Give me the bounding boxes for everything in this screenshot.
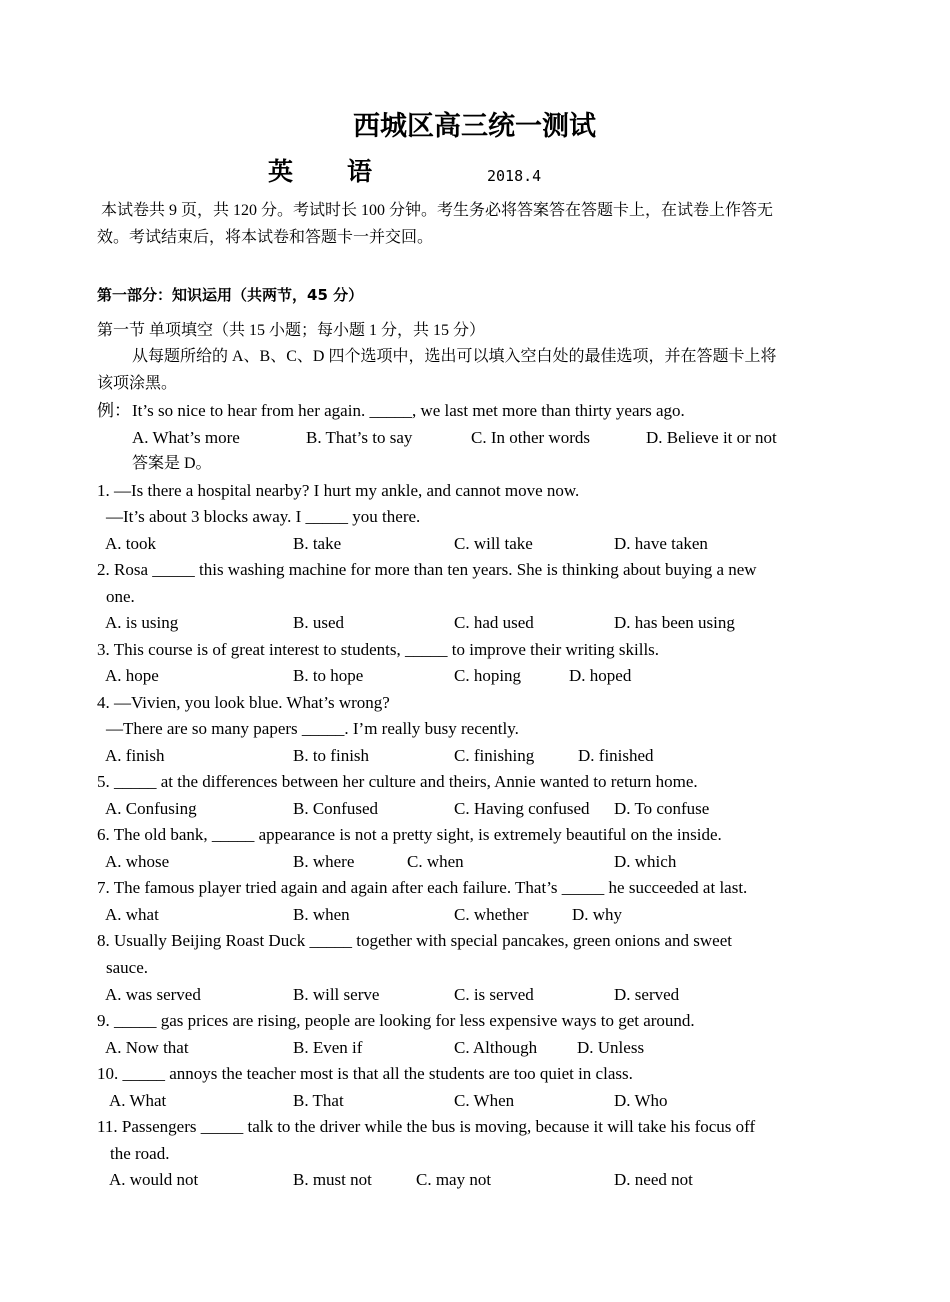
question-text: 4. —Vivien, you look blue. What’s wrong? xyxy=(97,693,390,712)
question-text: sauce. xyxy=(106,958,149,977)
question-text: 3. This course is of great interest to students, _____ to improve their writing skills. xyxy=(97,640,660,659)
question-text: —It’s about 3 blocks away. I _____ you there. xyxy=(106,507,421,526)
option-a: A. finish xyxy=(105,746,165,765)
question-text: 10. _____ annoys the teacher most is that all the students are too quiet in class. xyxy=(97,1064,633,1083)
example-stem: It’s so nice to hear from her again. _____, we last met more than thirty years ago. xyxy=(132,401,685,420)
option-d: D. Who xyxy=(614,1091,668,1110)
instructions-line-2: 效。考试结束后，将本试卷和答题卡一并交回。 xyxy=(97,229,434,246)
option-a: A. What xyxy=(109,1091,167,1110)
option-a: A. is using xyxy=(105,613,179,632)
exam-date: 2018.4 xyxy=(487,167,542,185)
option-c: C. is served xyxy=(454,985,534,1004)
section-heading: 第一节 单项填空（共 15 小题；每小题 1 分，共 15 分） xyxy=(97,322,486,339)
option-a: A. took xyxy=(105,534,156,553)
option-c: C. finishing xyxy=(454,746,535,765)
instructions-line-1: 本试卷共 9 页，共 120 分。考试时长 100 分钟。考生务必将答案答在答题卡上，在试卷上作答无 xyxy=(101,202,774,219)
example-label: 例： xyxy=(97,401,131,420)
option-b: B. to hope xyxy=(293,666,364,685)
option-b: B. must not xyxy=(293,1170,372,1189)
option-c: C. when xyxy=(407,852,464,871)
option-b: B. Confused xyxy=(293,799,378,818)
option-b: B. will serve xyxy=(293,985,380,1004)
option-b: B. where xyxy=(293,852,355,871)
option-c: C. may not xyxy=(416,1170,492,1189)
example-option-b: B. That’s to say xyxy=(306,428,413,447)
option-a: A. whose xyxy=(105,852,170,871)
option-a: A. Now that xyxy=(105,1038,189,1057)
question-text: —There are so many papers _____. I’m really busy recently. xyxy=(106,719,519,738)
option-a: A. hope xyxy=(105,666,159,685)
option-c: C. had used xyxy=(454,613,534,632)
option-a: A. would not xyxy=(109,1170,199,1189)
option-d: D. have taken xyxy=(614,534,708,553)
option-b: B. Even if xyxy=(293,1038,363,1057)
example-option-d: D. Believe it or not xyxy=(646,428,777,447)
exam-title: 西城区高三统一测试 xyxy=(353,111,596,142)
question-text: 5. _____ at the differences between her culture and theirs, Annie wanted to return home. xyxy=(97,772,698,791)
option-c: C. hoping xyxy=(454,666,522,685)
question-text: the road. xyxy=(110,1144,170,1163)
option-c: C. will take xyxy=(454,534,533,553)
example-answer: 答案是 D。 xyxy=(132,455,212,472)
option-c: C. Although xyxy=(454,1038,538,1057)
option-a: A. Confusing xyxy=(105,799,197,818)
option-c: C. whether xyxy=(454,905,529,924)
question-text: 7. The famous player tried again and again after each failure. That’s _____ he succeeded at last. xyxy=(97,878,748,897)
option-b: B. when xyxy=(293,905,350,924)
option-d: D. has been using xyxy=(614,613,735,632)
option-b: B. used xyxy=(293,613,344,632)
question-text: 2. Rosa _____ this washing machine for more than ten years. She is thinking about buying a new xyxy=(97,560,757,579)
option-d: D. Unless xyxy=(577,1038,645,1057)
option-d: D. need not xyxy=(614,1170,693,1189)
option-a: A. was served xyxy=(105,985,201,1004)
option-a: A. what xyxy=(105,905,159,924)
question-text: 9. _____ gas prices are rising, people are looking for less expensive ways to get around. xyxy=(97,1011,695,1030)
question-text: 11. Passengers _____ talk to the driver while the bus is moving, because it will take his focus off xyxy=(97,1117,756,1136)
example-option-c: C. In other words xyxy=(471,428,590,447)
question-text: 6. The old bank, _____ appearance is not a pretty sight, is extremely beautiful on the inside. xyxy=(97,825,722,844)
option-c: C. When xyxy=(454,1091,515,1110)
directions-line-1: 从每题所给的 A、B、C、D 四个选项中，选出可以填入空白处的最佳选项，并在答题卡上将 xyxy=(132,348,777,365)
option-d: D. served xyxy=(614,985,680,1004)
directions-line-2: 该项涂黑。 xyxy=(97,375,178,392)
option-d: D. why xyxy=(572,905,623,924)
question-text: 8. Usually Beijing Roast Duck _____ together with special pancakes, green onions and sweet xyxy=(97,931,732,950)
option-c: C. Having confused xyxy=(454,799,590,818)
question-text: one. xyxy=(106,587,135,606)
example-option-a: A. What’s more xyxy=(132,428,240,447)
option-d: D. finished xyxy=(578,746,654,765)
option-b: B. to finish xyxy=(293,746,370,765)
option-b: B. take xyxy=(293,534,342,553)
option-d: D. hoped xyxy=(569,666,632,685)
part-heading: 第一部分：知识运用（共两节，45 分） xyxy=(97,286,364,304)
subject-title: 英语 xyxy=(268,157,427,186)
option-b: B. That xyxy=(293,1091,344,1110)
option-d: D. which xyxy=(614,852,677,871)
question-text: 1. —Is there a hospital nearby? I hurt my ankle, and cannot move now. xyxy=(97,481,580,500)
option-d: D. To confuse xyxy=(614,799,710,818)
